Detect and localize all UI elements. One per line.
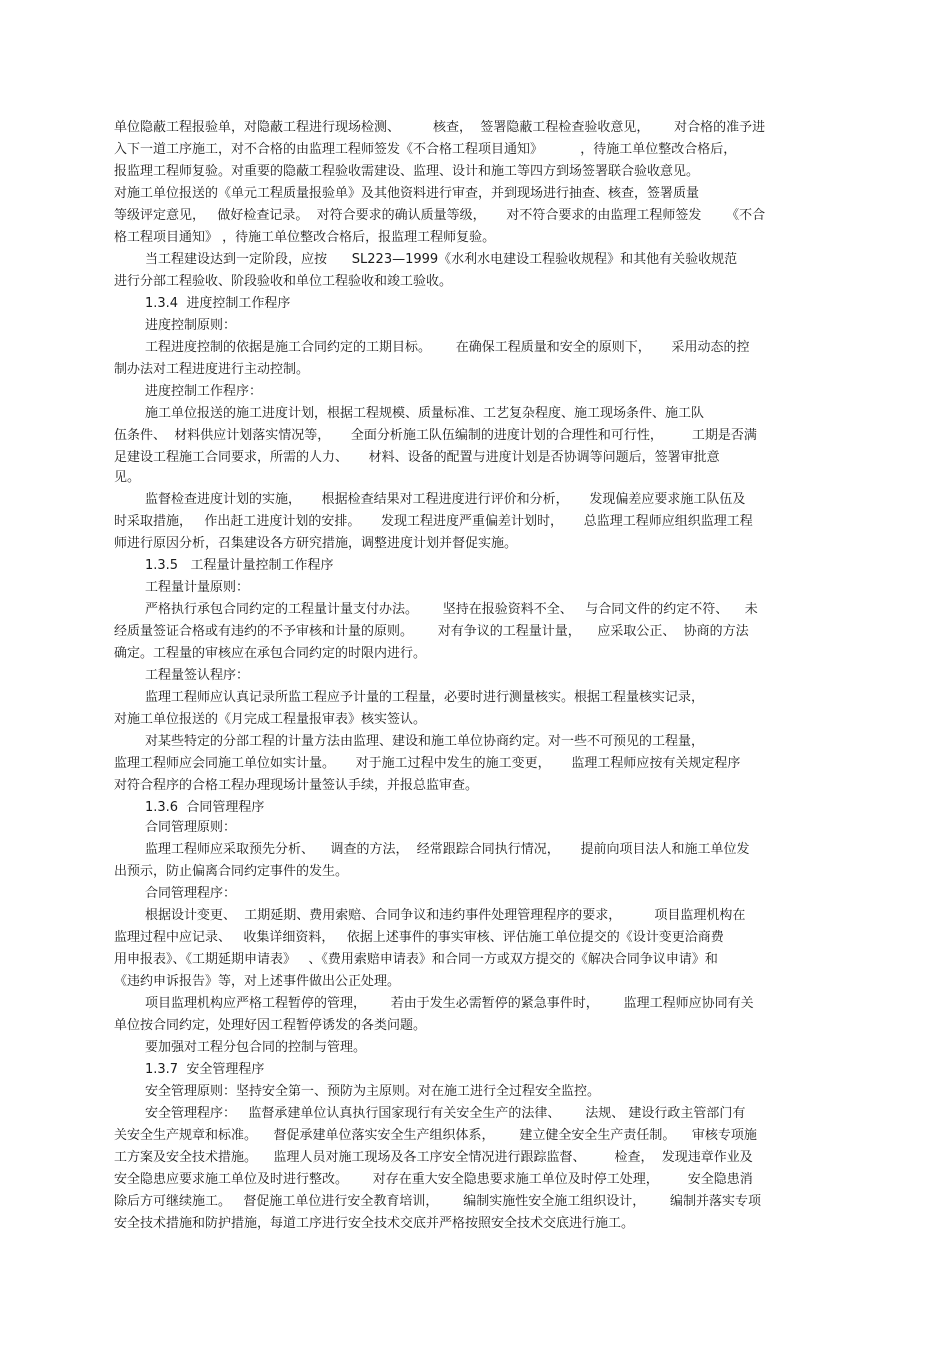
text-line: 进行分部工程验收、阶段验收和单位工程验收和竣工验收。 <box>114 274 453 289</box>
paragraph-first-line: 当工程建设达到一定阶段，应按 SL223—1999《水利水电建设工程验收规程》和其他有关验收规范 <box>145 252 738 267</box>
text-line: 经质量签证合格或有违约的不予审核和计量的原则。 对有争议的工程量计量， 应采取公正、 协商的方法 <box>114 624 749 639</box>
text-line: 见。 <box>114 470 141 485</box>
paragraph-first-line: 安全管理原则：坚持安全第一、预防为主原则。对在施工进行全过程安全监控。 <box>145 1084 601 1099</box>
paragraph-first-line: 监理工程师应采取预先分析、 调查的方法， 经常跟踪合同执行情况， 提前向项目法人和施工单位发 <box>145 842 750 857</box>
subheading: 工程量计量原则： <box>145 580 250 595</box>
text-line: 关安全生产规章和标准。 督促承建单位落实安全生产组织体系， 建立健全安全生产责任制。 审核专项施 <box>114 1128 757 1143</box>
paragraph-first-line: 严格执行承包合同约定的工程量计量支付办法。 坚持在报验资料不全、 与合同文件的约定不符、 未 <box>145 602 758 617</box>
text-line: 伍条件、 材料供应计划落实情况等， 全面分析施工队伍编制的进度计划的合理性和可行性， 工期是否满 <box>114 428 757 443</box>
text-line: 监理工程师应会同施工单位如实计量。 对于施工过程中发生的施工变更， 监理工程师应按有关规定程序 <box>114 756 741 771</box>
subheading: 合同管理程序： <box>145 886 237 901</box>
subheading: 进度控制原则： <box>145 318 237 333</box>
text-line: 足建设工程施工合同要求，所需的人力、 材料、设备的配置与进度计划是否协调等问题后，签署审批意 <box>114 450 720 465</box>
text-line: 制办法对工程进度进行主动控制。 <box>114 362 310 377</box>
section-heading: 1.3.4 进度控制工作程序 <box>145 296 291 311</box>
text-line: 单位按合同约定，处理好因工程暂停诱发的各类问题。 <box>114 1018 427 1033</box>
text-line: 安全技术措施和防护措施，每道工序进行安全技术交底并严格按照安全技术交底进行施工。 <box>114 1216 635 1231</box>
paragraph-first-line: 根据设计变更、 工期延期、费用索赔、合同争议和违约事件处理管理程序的要求， 项目监理机构在 <box>145 908 746 923</box>
subheading: 合同管理原则： <box>145 820 237 835</box>
text-line: 工方案及安全技术措施。 监理人员对施工现场及各工序安全情况进行跟踪监督、 检查， 发现违章作业及 <box>114 1150 753 1165</box>
text-line: 对施工单位报送的《单元工程质量报验单》及其他资料进行审查，并到现场进行抽查、核查，签署质量 <box>114 186 700 201</box>
section-heading: 1.3.6 合同管理程序 <box>145 800 265 815</box>
text-line: 入下一道工序施工，对不合格的由监理工程师签发《不合格工程项目通知》 ，待施工单位整改合格后， <box>114 142 737 157</box>
paragraph-first-line: 工程进度控制的依据是施工合同约定的工期目标。 在确保工程质量和安全的原则下， 采用动态的控 <box>145 340 750 355</box>
text-line: 对符合程序的合格工程办理现场计量签认手续，并报总监审查。 <box>114 778 479 793</box>
text-line: 等级评定意见， 做好检查记录。 对符合要求的确认质量等级， 对不符合要求的由监理工程师签发 《不合 <box>114 208 766 223</box>
text-line: 报监理工程师复验。对重要的隐蔽工程验收需建设、监理、设计和施工等四方到场签署联合验收意见。 <box>114 164 700 179</box>
paragraph-first-line: 项目监理机构应严格工程暂停的管理， 若由于发生必需暂停的紧急事件时， 监理工程师应协同有关 <box>145 996 754 1011</box>
text-line: 监理过程中应记录、 收集详细资料， 依据上述事件的事实审核、评估施工单位提交的《设计变更洽商费 <box>114 930 724 945</box>
text-line: 出预示，防止偏离合同约定事件的发生。 <box>114 864 349 879</box>
paragraph-first-line: 监督检查进度计划的实施， 根据检查结果对工程进度进行评价和分析， 发现偏差应要求施工队伍及 <box>145 492 746 507</box>
text-line: 除后方可继续施工。 督促施工单位进行安全教育培训， 编制实施性安全施工组织设计， 编制并落实专项 <box>114 1194 761 1209</box>
paragraph-first-line: 对某些特定的分部工程的计量方法由监理、建设和施工单位协商约定。对一些不可预见的工程量， <box>145 734 705 749</box>
paragraph-first-line: 监理工程师应认真记录所监工程应予计量的工程量，必要时进行测量核实。根据工程量核实记录， <box>145 690 705 705</box>
section-heading: 1.3.7 安全管理程序 <box>145 1062 265 1077</box>
text-line: 《违约申诉报告》等，对上述事件做出公正处理。 <box>114 974 401 989</box>
section-heading: 1.3.5 工程量计量控制工作程序 <box>145 558 334 573</box>
paragraph-first-line: 安全管理程序： 监督承建单位认真执行国家现行有关安全生产的法律、 法规、 建设行政主管部门有 <box>145 1106 746 1121</box>
text-line: 对施工单位报送的《月完成工程量报审表》核实签认。 <box>114 712 427 727</box>
paragraph-first-line: 施工单位报送的施工进度计划，根据工程规模、质量标准、工艺复杂程度、施工现场条件、施工队 <box>145 406 705 421</box>
text-line: 确定。工程量的审核应在承包合同约定的时限内进行。 <box>114 646 427 661</box>
subheading: 工程量签认程序： <box>145 668 250 683</box>
subheading: 进度控制工作程序： <box>145 384 263 399</box>
text-line: 单位隐蔽工程报验单，对隐蔽工程进行现场检测、 核查， 签署隐蔽工程检查验收意见， 对合格的准予进 <box>114 120 766 135</box>
text-line: 用申报表》、《工期延期申请表》 、《费用索赔申请表》和合同一方或双方提交的《解决合同争议申请》和 <box>114 952 718 967</box>
text-line: 格工程项目通知》 ，待施工单位整改合格后，报监理工程师复验。 <box>114 230 496 245</box>
text-line: 时采取措施， 作出赶工进度计划的安排。 发现工程进度严重偏差计划时， 总监理工程师应组织监理工程 <box>114 514 753 529</box>
text-line: 安全隐患应要求施工单位及时进行整改。 对存在重大安全隐患要求施工单位及时停工处理， 安全隐患消 <box>114 1172 753 1187</box>
paragraph-first-line: 要加强对工程分包合同的控制与管理。 <box>145 1040 367 1055</box>
text-line: 师进行原因分析，召集建设各方研究措施，调整进度计划并督促实施。 <box>114 536 518 551</box>
